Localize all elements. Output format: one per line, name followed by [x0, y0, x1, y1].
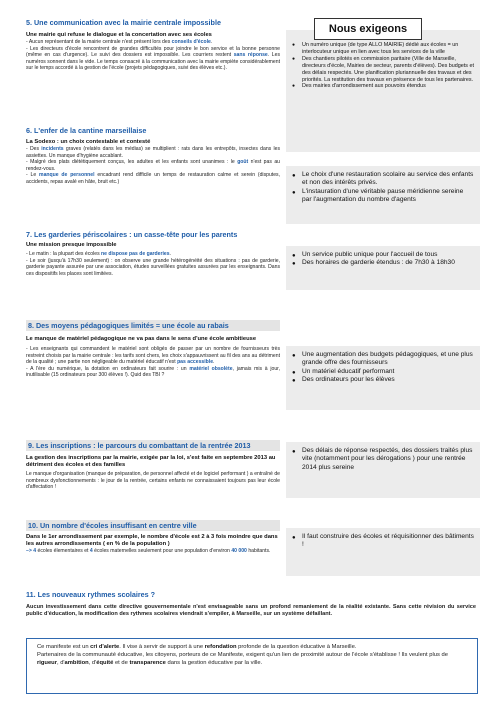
- section-6-subtitle: La Sodexo : un choix contestable et contesté: [26, 139, 151, 145]
- section-7-paragraph-2: - Le soir (jusqu'à 17h30 seulement) : on observe une grande hétérogénéité des situations : pas de garderie, garderie payante assurée par une association, études surveillées gratuites assurées par les enseignants. Dans ces dispositifs les places sont limitées.: [26, 257, 280, 277]
- section-9-title: 9. Les inscriptions : le parcours du combattant de la rentrée 2013: [26, 440, 280, 451]
- demand-item: ● Un numéro unique (de type ALLO MAIRIE) dédié aux écoles = un interlocuteur unique en lien avec tous les services de la ville: [290, 42, 474, 56]
- section-8-title: 8. Des moyens pédagogiques limités = une école au rabais: [26, 320, 280, 331]
- demands-list-5: [290, 447, 474, 472]
- section-8-subtitle: Le manque de matériel pédagogique ne va pas dans le sens d'une école ambitieuse: [26, 336, 257, 342]
- section-7-paragraph-1: - Le matin : la plupart des écoles ne dispose pas de garderies.: [26, 251, 171, 257]
- demands-block-4: [286, 346, 480, 410]
- manifesto-statement-line-1: Ce manifeste est un cri d'alerte. Il vise à servir de support à une refondation profonde de la question éducative à Marseille.: [37, 644, 357, 650]
- section-10-title: 10. Un nombre d'écoles insuffisant en centre ville: [26, 520, 280, 531]
- section-8: [26, 320, 280, 379]
- demands-block-1: [286, 30, 480, 152]
- demands-block-5: [286, 442, 480, 498]
- section-10-subtitle: Dans le 1er arrondissement par exemple, le nombre d'école est 2 à 3 fois moindre que dans les autres arrondissements ( en % de la population ): [26, 534, 278, 547]
- demands-list-4: [290, 351, 474, 385]
- demand-item: ● Des chantiers pilotés en commission paritaire (Ville de Marseille, directeurs d'école, Mairies de secteur, parents d'élèves). Des budgets et des délais respectés. Une planification pluriannuelle des travaux et des priorités. La restitution des travaux en présence de tous les partenaires.: [290, 56, 474, 84]
- section-6-paragraph-1: - Des incidents graves (relatés dans les médias) se multiplient : rats dans les entrepôts, insectes dans les assiettes. Un manque d'hygiène accablant.: [26, 146, 280, 159]
- section-10-paragraph-1: –> 4 écoles élementaires et 4 écoles maternelles seulement pour une population d'environ 40 000 habitants.: [26, 548, 271, 554]
- section-6-paragraph-2: - Malgré des plats diététiquement conçus, les adultes et les enfants sont unanimes : le goût n'est pas au rendez-vous.: [26, 159, 280, 172]
- section-8-paragraph-1: - Les enseignants qui commandent le matériel sont obligés de passer par un nombre de fournisseurs très restreint choisis par la mairie centrale : les tarifs sont chers, les choix s'appauvrissent au fil des ans au détriment de la qualité ; une partie non négligeable du matériel éducatif n'est pas accessible.: [26, 346, 280, 366]
- demand-item: ● Des mairies d'arrondissement aux pouvoirs étendus: [290, 83, 474, 90]
- section-6-title: 6. L'enfer de la cantine marseillaise: [26, 126, 147, 135]
- section-6: [26, 126, 280, 186]
- demands-list-1: [290, 42, 474, 90]
- section-8-paragraph-2: - A l'ère du numérique, la dotation en ordinateurs fait sourire : un matériel obsolète, jamais mis à jour, inutilisable (15 ordinateurs pour 300 élèves !). Quid des TBI ?: [26, 365, 280, 379]
- section-5-paragraph-1: - Aucun représentant de la mairie centrale n'est présent lors des conseils d'école.: [26, 39, 213, 45]
- demands-block-3: [286, 246, 480, 290]
- demand-item: ● Des ordinateurs pour les élèves: [290, 376, 474, 384]
- section-5-subtitle: Une mairie qui refuse le dialogue et la concertation avec ses écoles: [26, 32, 212, 38]
- section-6-paragraph-3: - Le manque de personnel encadrant rend difficile un temps de restauration calme et serein (disputes, accidents, repas avalé en hâte, bruit etc.): [26, 172, 280, 185]
- section-7: [26, 230, 280, 277]
- demand-item: ● Un matériel éducatif performant: [290, 368, 474, 376]
- section-11-paragraph-1: Aucun investissement dans cette directive gouvernementale n'est envisageable sans un profond remaniement de la réalité existante. Sans cette révision du service public d'éducation, la modification des rythmes scolaires viendrait s'empiler, à Marseille, sur un système défaillant.: [26, 604, 476, 618]
- demands-header: Nous exigeons: [314, 18, 422, 40]
- demand-item: ● Un service public unique pour l'accueil de tous: [290, 251, 474, 259]
- section-9-paragraph-1: Le manque d'organisation (manque de préparation, de personnel affecté et de logiciel performant ) a entraîné de nombreux dysfonctionnements : le jour de la rentrée, certains enfants ne connaissaient toujours pas leur école d'affectation !: [26, 471, 280, 491]
- demand-item: ● L'instauration d'une véritable pause méridienne sereine par l'augmentation du nombre d'agents: [290, 188, 474, 205]
- section-10: [26, 520, 280, 555]
- section-5: [26, 18, 280, 72]
- section-9: [26, 440, 280, 491]
- demands-list-3: [290, 251, 474, 268]
- demand-item: ● Des horaires de garderie étendus : de 7h30 à 18h30: [290, 259, 474, 267]
- demands-block-6: [286, 528, 480, 576]
- manifesto-statement-line-2: Partenaires de la communauté éducative, les citoyens, porteurs de ce Manifeste, exigent qu'un lien de proximité autour de l'école s'établisse ! Ils veulent plus de rigueur, d'ambition, d'équité et de transparence dans la gestion éducative par la ville.: [37, 651, 448, 666]
- demand-item: ● Le choix d'une restauration scolaire au service des enfants et non des intérêts privés.: [290, 171, 474, 188]
- section-11-title: 11. Les nouveaux rythmes scolaires ?: [26, 590, 156, 599]
- section-7-title: 7. Les garderies périscolaires : un casse-tête pour les parents: [26, 230, 238, 239]
- demands-list-6: [290, 533, 474, 550]
- demand-item: ● Des délais de réponse respectés, des dossiers traités plus vite (notamment pour les dérogations ) pour une rentrée 2014 plus sereine: [290, 447, 474, 472]
- section-7-subtitle: Une mission presque impossible: [26, 242, 117, 248]
- demand-item: ● Il faut construire des écoles et réquisitionner des bâtiments !: [290, 533, 474, 550]
- demand-item: ● Une augmentation des budgets pédagogiques, et une plus grande offre des fournisseurs: [290, 351, 474, 368]
- section-9-subtitle: La gestion des inscriptions par la mairie, exigée par la loi, s'est faite en septembre 2013 au détriment des écoles et des familles: [26, 455, 276, 468]
- section-5-paragraph-2: - Les directeurs d'école rencontrent de grandes difficultés pour joindre le bon service et la bonne personne (même en cas d'urgence). Le suivi des dossiers est impossible. Les courriers restent sans réponse. Les numéros sonnent dans le vide. Le temps consacré à la communication avec la mairie empiète considérablement sur le temps accordé à la gestion de l'école (projets pédagogiques, suivi des élèves etc.).: [26, 45, 280, 72]
- manifesto-statement-box: [26, 638, 478, 694]
- section-5-title: 5. Une communication avec la mairie centrale impossible: [26, 18, 221, 27]
- section-11: [26, 590, 476, 619]
- demands-list-2: [290, 171, 474, 205]
- demands-block-2: [286, 166, 480, 224]
